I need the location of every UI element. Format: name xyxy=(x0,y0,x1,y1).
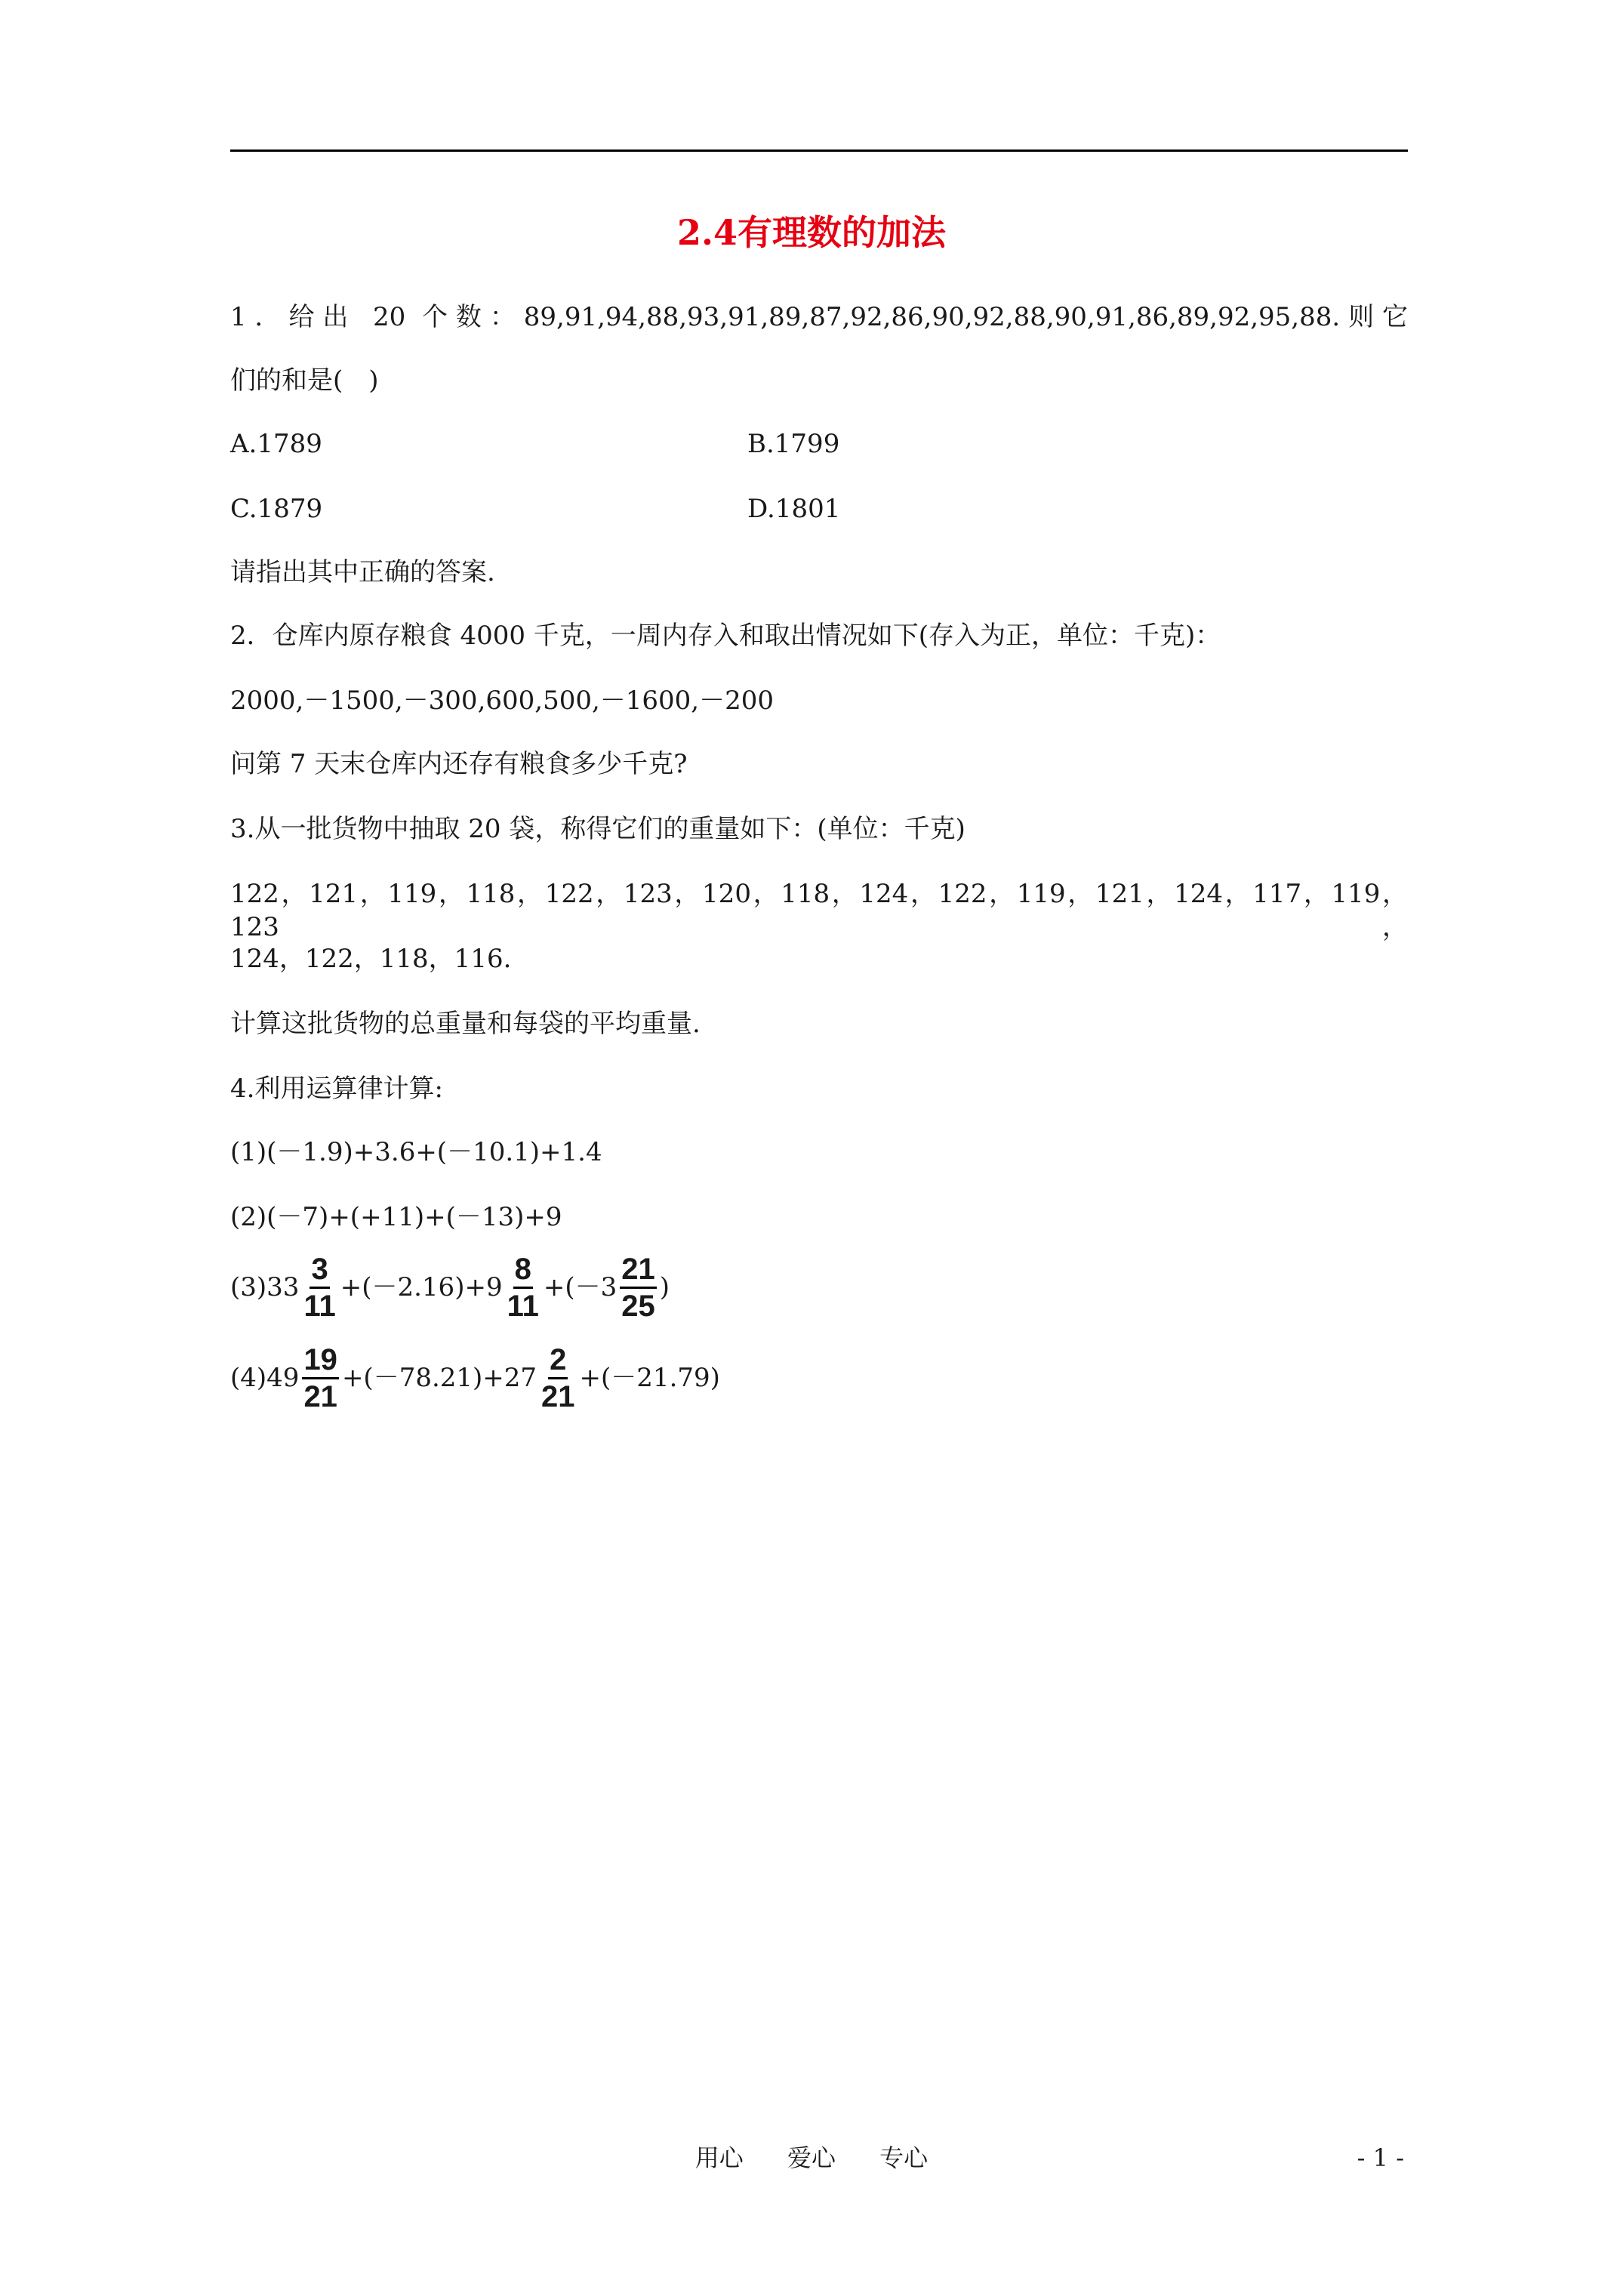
q3-line3: 124，122，118，116. xyxy=(230,944,512,974)
header-rule xyxy=(230,149,1408,152)
footer-word: 用心 xyxy=(694,2143,744,2172)
q4-heading: 4.利用运算律计算: xyxy=(230,1074,443,1104)
q3-line1: 3.从一批货物中抽取 20 袋，称得它们的重量如下：(单位：千克) xyxy=(230,814,965,844)
q4-part1: (1)(－1.9)+3.6+(－10.1)+1.4 xyxy=(230,1137,602,1167)
q4-part3-mid2: +(－3 xyxy=(543,1272,617,1302)
q2-line3: 问第 7 天末仓库内还存有粮食多少千克? xyxy=(230,749,688,779)
fraction xyxy=(302,1342,339,1414)
fraction-denominator: 21 xyxy=(303,1379,337,1413)
footer-word: 爱心 xyxy=(787,2143,836,2172)
q2-line2: 2000,－1500,－300,600,500,－1600,－200 xyxy=(230,686,775,716)
q4-part3-prefix: (3)33 xyxy=(230,1272,300,1302)
fraction-denominator: 11 xyxy=(303,1289,336,1323)
q3-line2: 122，121，119，118，122，123，120，118，124，122，119，121，124，117，119，123， xyxy=(230,879,1408,942)
fraction-numerator: 19 xyxy=(302,1342,339,1379)
fraction xyxy=(506,1252,540,1324)
q3-line4: 计算这批货物的总重量和每袋的平均重量. xyxy=(230,1009,701,1039)
fraction-numerator: 8 xyxy=(513,1252,533,1289)
q1-option-c: C.1879 xyxy=(230,494,323,524)
q1-instruction: 请指出其中正确的答案. xyxy=(230,557,495,587)
q4-part3 xyxy=(230,1246,670,1329)
q1-line2: 们的和是( ) xyxy=(230,365,379,396)
fraction-numerator: 3 xyxy=(310,1252,329,1289)
q4-part2: (2)(－7)+(+11)+(－13)+9 xyxy=(230,1202,562,1232)
fraction xyxy=(620,1252,657,1324)
q4-part4-suffix: +(－21.79) xyxy=(579,1363,720,1393)
page-number: - 1 - xyxy=(1357,2143,1404,2172)
fraction-denominator: 21 xyxy=(541,1379,575,1413)
q4-part4-mid1: +(－78.21)+27 xyxy=(341,1363,537,1393)
q4-part4-prefix: (4)49 xyxy=(230,1363,300,1393)
fraction xyxy=(540,1342,577,1414)
fraction xyxy=(302,1252,337,1324)
footer-word: 专心 xyxy=(879,2143,929,2172)
q4-part3-mid1: +(－2.16)+9 xyxy=(340,1272,503,1302)
q1-option-d: D.1801 xyxy=(747,494,841,524)
page-title: 2.4有理数的加法 xyxy=(676,212,947,253)
fraction-numerator: 21 xyxy=(620,1252,657,1289)
q1-line1: 1．给出 20 个数：89,91,94,88,93,91,89,87,92,86,90,92,88,90,91,86,89,92,95,88.则它 xyxy=(230,302,1408,332)
q2-line1: 2．仓库内原存粮食 4000 千克，一周内存入和取出情况如下(存入为正，单位：千克)： xyxy=(230,621,1221,651)
fraction-denominator: 11 xyxy=(507,1289,539,1323)
q4-part3-suffix: ) xyxy=(659,1272,670,1302)
fraction-denominator: 25 xyxy=(621,1289,655,1323)
q4-part4 xyxy=(230,1336,720,1419)
fraction-numerator: 2 xyxy=(548,1342,568,1379)
q1-option-b: B.1799 xyxy=(747,429,840,459)
q1-option-a: A.1789 xyxy=(230,429,322,459)
